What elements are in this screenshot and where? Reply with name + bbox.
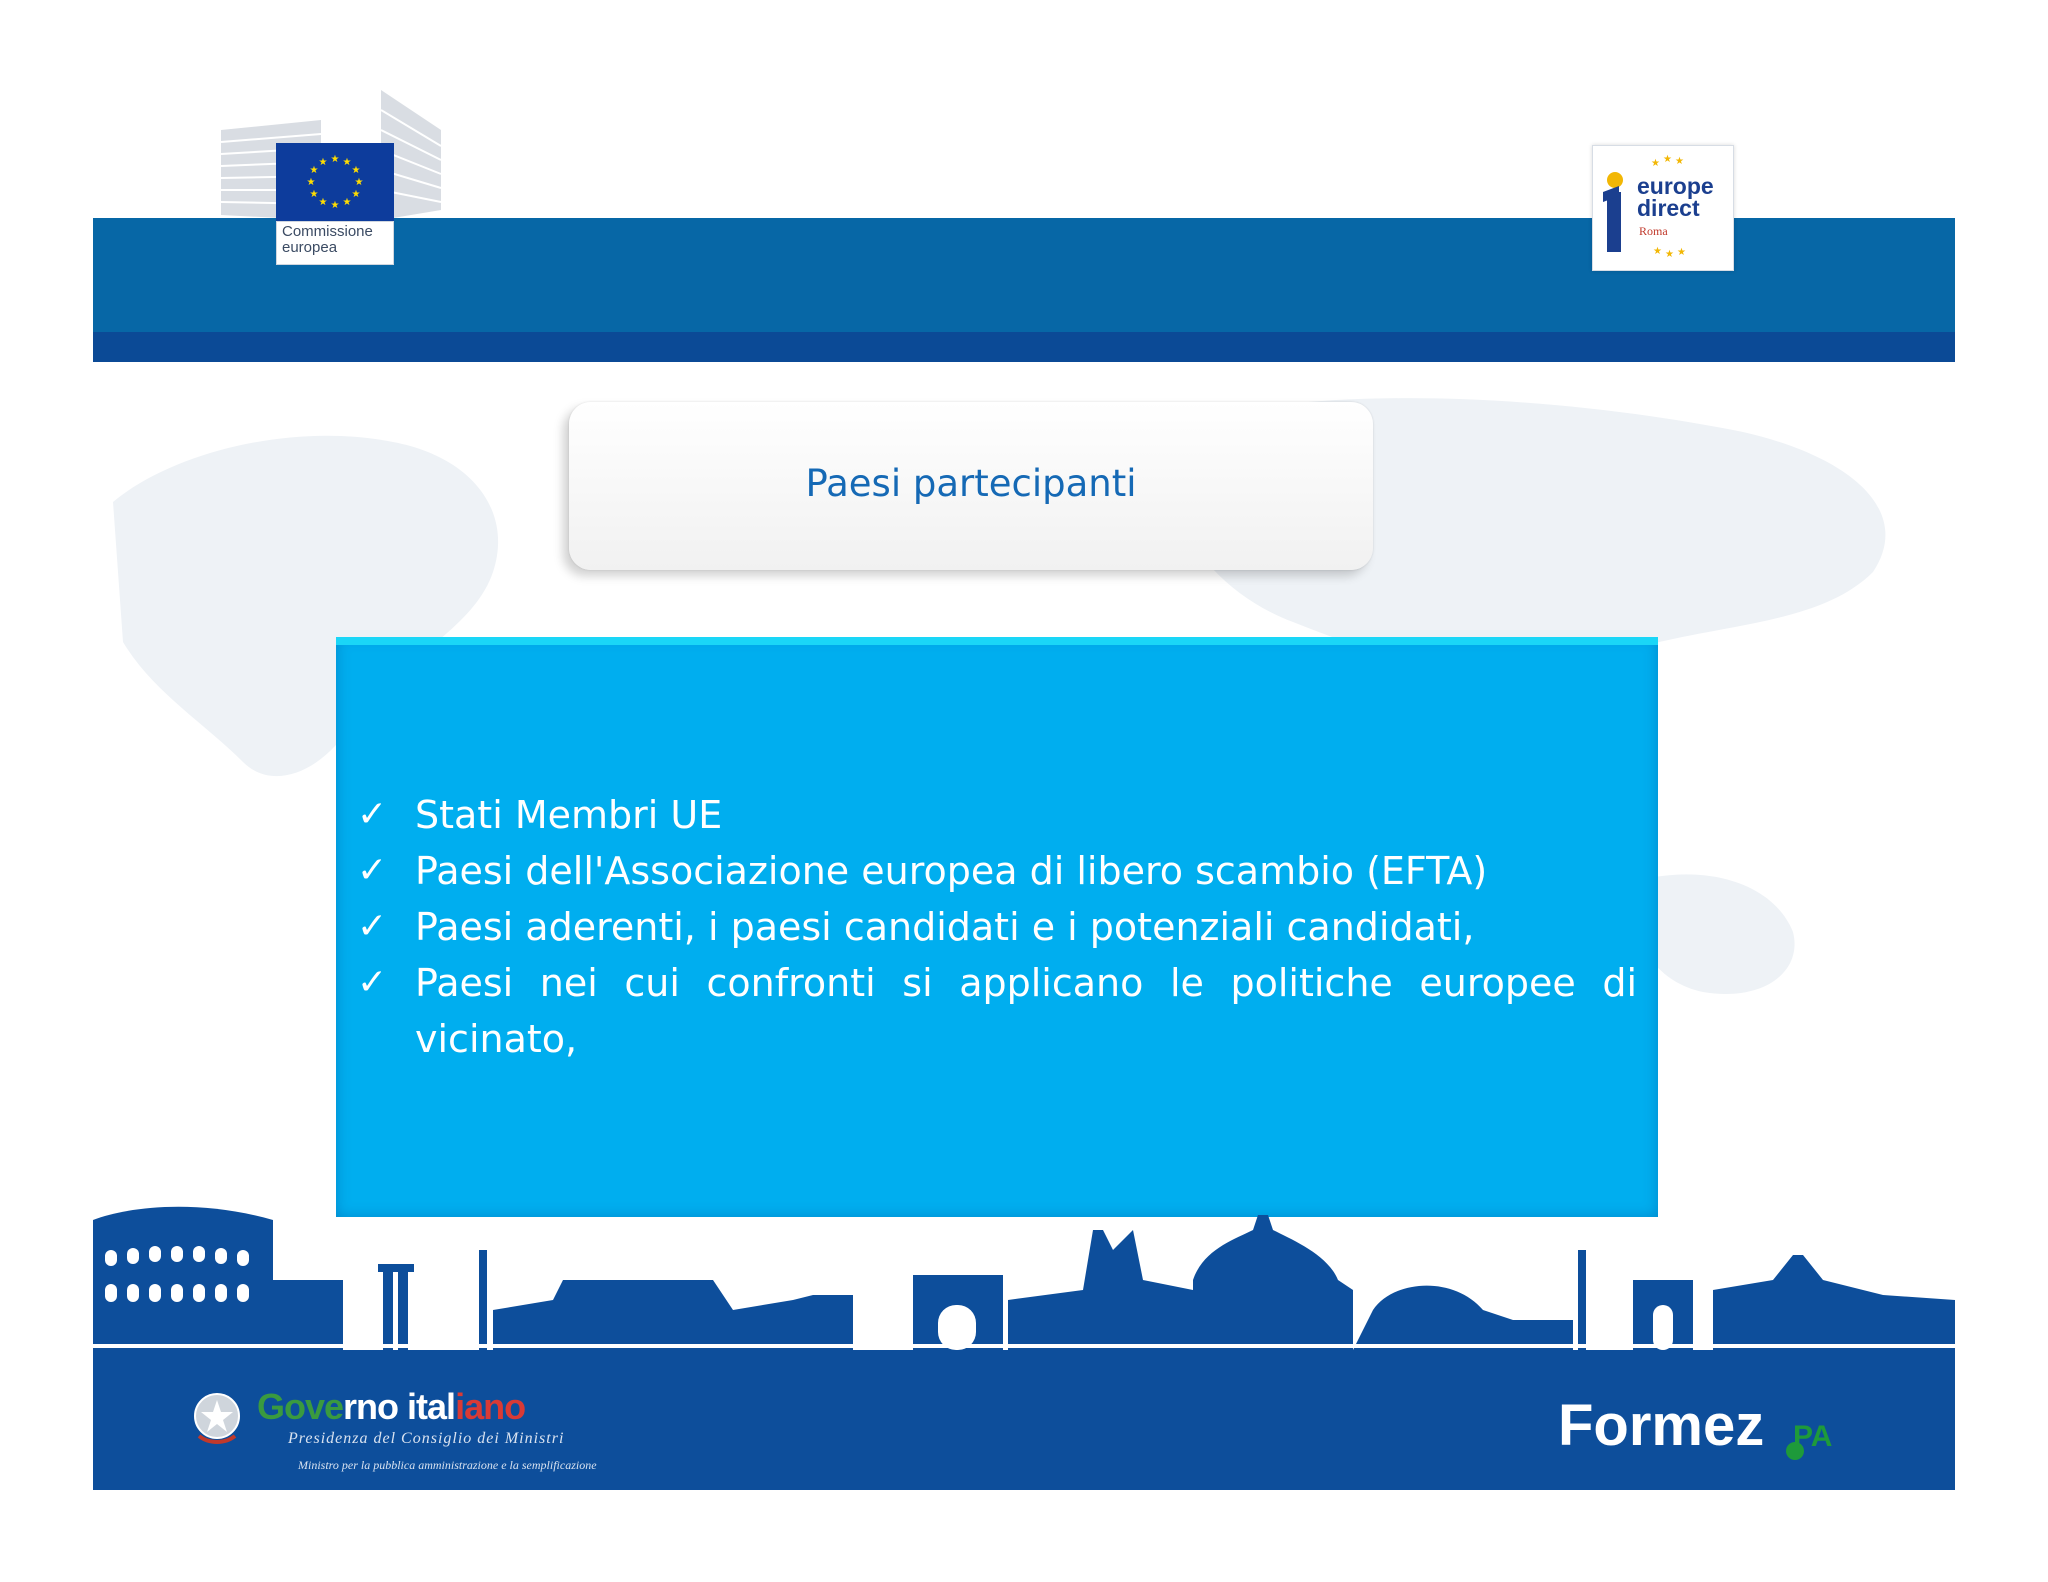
- europe-direct-logo: [1592, 145, 1734, 271]
- italian-republic-emblem-icon: [191, 1392, 243, 1444]
- gov-title-part3: iano: [455, 1386, 526, 1427]
- svg-text:★: ★: [354, 177, 364, 188]
- content-box-top-edge: [336, 637, 1658, 645]
- header-strip: [93, 332, 1955, 362]
- check-icon: ✓: [357, 906, 388, 947]
- svg-text:★: ★: [309, 165, 319, 176]
- europe-direct-text-europe: europe: [1637, 173, 1714, 199]
- check-icon: ✓: [357, 794, 388, 835]
- svg-text:★: ★: [306, 177, 316, 188]
- svg-text:★: ★: [1651, 158, 1660, 169]
- content-box: [336, 637, 1658, 1217]
- formez-logo-text: Formez: [1558, 1393, 1765, 1458]
- bullet-text: Paesi nei cui confronti si applicano le politiche europee di vicinato,: [415, 961, 1637, 1061]
- check-icon: ✓: [357, 962, 388, 1003]
- bullet-item: [357, 899, 1637, 955]
- svg-text:★: ★: [1653, 246, 1662, 257]
- footer-divider: [93, 1344, 1955, 1348]
- svg-text:★: ★: [351, 189, 361, 200]
- svg-text:★: ★: [351, 165, 361, 176]
- slide-title: Paesi partecipanti: [805, 462, 1137, 505]
- svg-text:★: ★: [342, 197, 352, 208]
- slide: [93, 0, 1955, 1490]
- svg-text:★: ★: [1663, 154, 1672, 165]
- europe-direct-text-roma: Roma: [1639, 224, 1668, 238]
- svg-text:★: ★: [1677, 247, 1686, 258]
- ec-caption-line1: Commissione: [282, 223, 373, 240]
- svg-text:★: ★: [318, 197, 328, 208]
- gov-title-part1: Gove: [257, 1386, 344, 1427]
- svg-text:★: ★: [309, 189, 319, 200]
- bullet-item: [357, 843, 1637, 899]
- europe-direct-text-direct: direct: [1637, 195, 1700, 221]
- bullet-list: [357, 787, 1637, 1067]
- governo-italiano-logo: [257, 1386, 525, 1428]
- svg-text:★: ★: [318, 157, 328, 168]
- bullet-text: Paesi dell'Associazione europea di libero scambio (EFTA): [415, 849, 1488, 893]
- footer: [93, 1350, 1955, 1490]
- rome-skyline-graphic: [93, 1200, 1955, 1350]
- svg-text:★: ★: [1675, 156, 1684, 167]
- svg-text:★: ★: [1665, 249, 1674, 260]
- bullet-item: [357, 787, 1637, 843]
- svg-text:★: ★: [330, 154, 340, 165]
- formez-pa-text: PA: [1793, 1420, 1833, 1453]
- gov-subtitle-presidenza: Presidenza del Consiglio dei Ministri: [288, 1430, 565, 1447]
- svg-text:★: ★: [330, 200, 340, 211]
- eu-flag-icon: [276, 143, 394, 221]
- bullet-item: [357, 955, 1637, 1067]
- svg-text:★: ★: [342, 157, 352, 168]
- gov-title-part2: rno ital: [343, 1386, 456, 1427]
- check-icon: ✓: [357, 850, 388, 891]
- bullet-text: Paesi aderenti, i paesi candidati e i potenziali candidati,: [415, 905, 1475, 949]
- bullet-text: Stati Membri UE: [415, 793, 723, 837]
- ec-logo-caption: [276, 221, 394, 265]
- gov-subtitle-ministro: Ministro per la pubblica amministrazione e la semplificazione: [298, 1458, 597, 1472]
- ec-caption-line2: europea: [282, 239, 338, 256]
- title-box: [569, 402, 1373, 570]
